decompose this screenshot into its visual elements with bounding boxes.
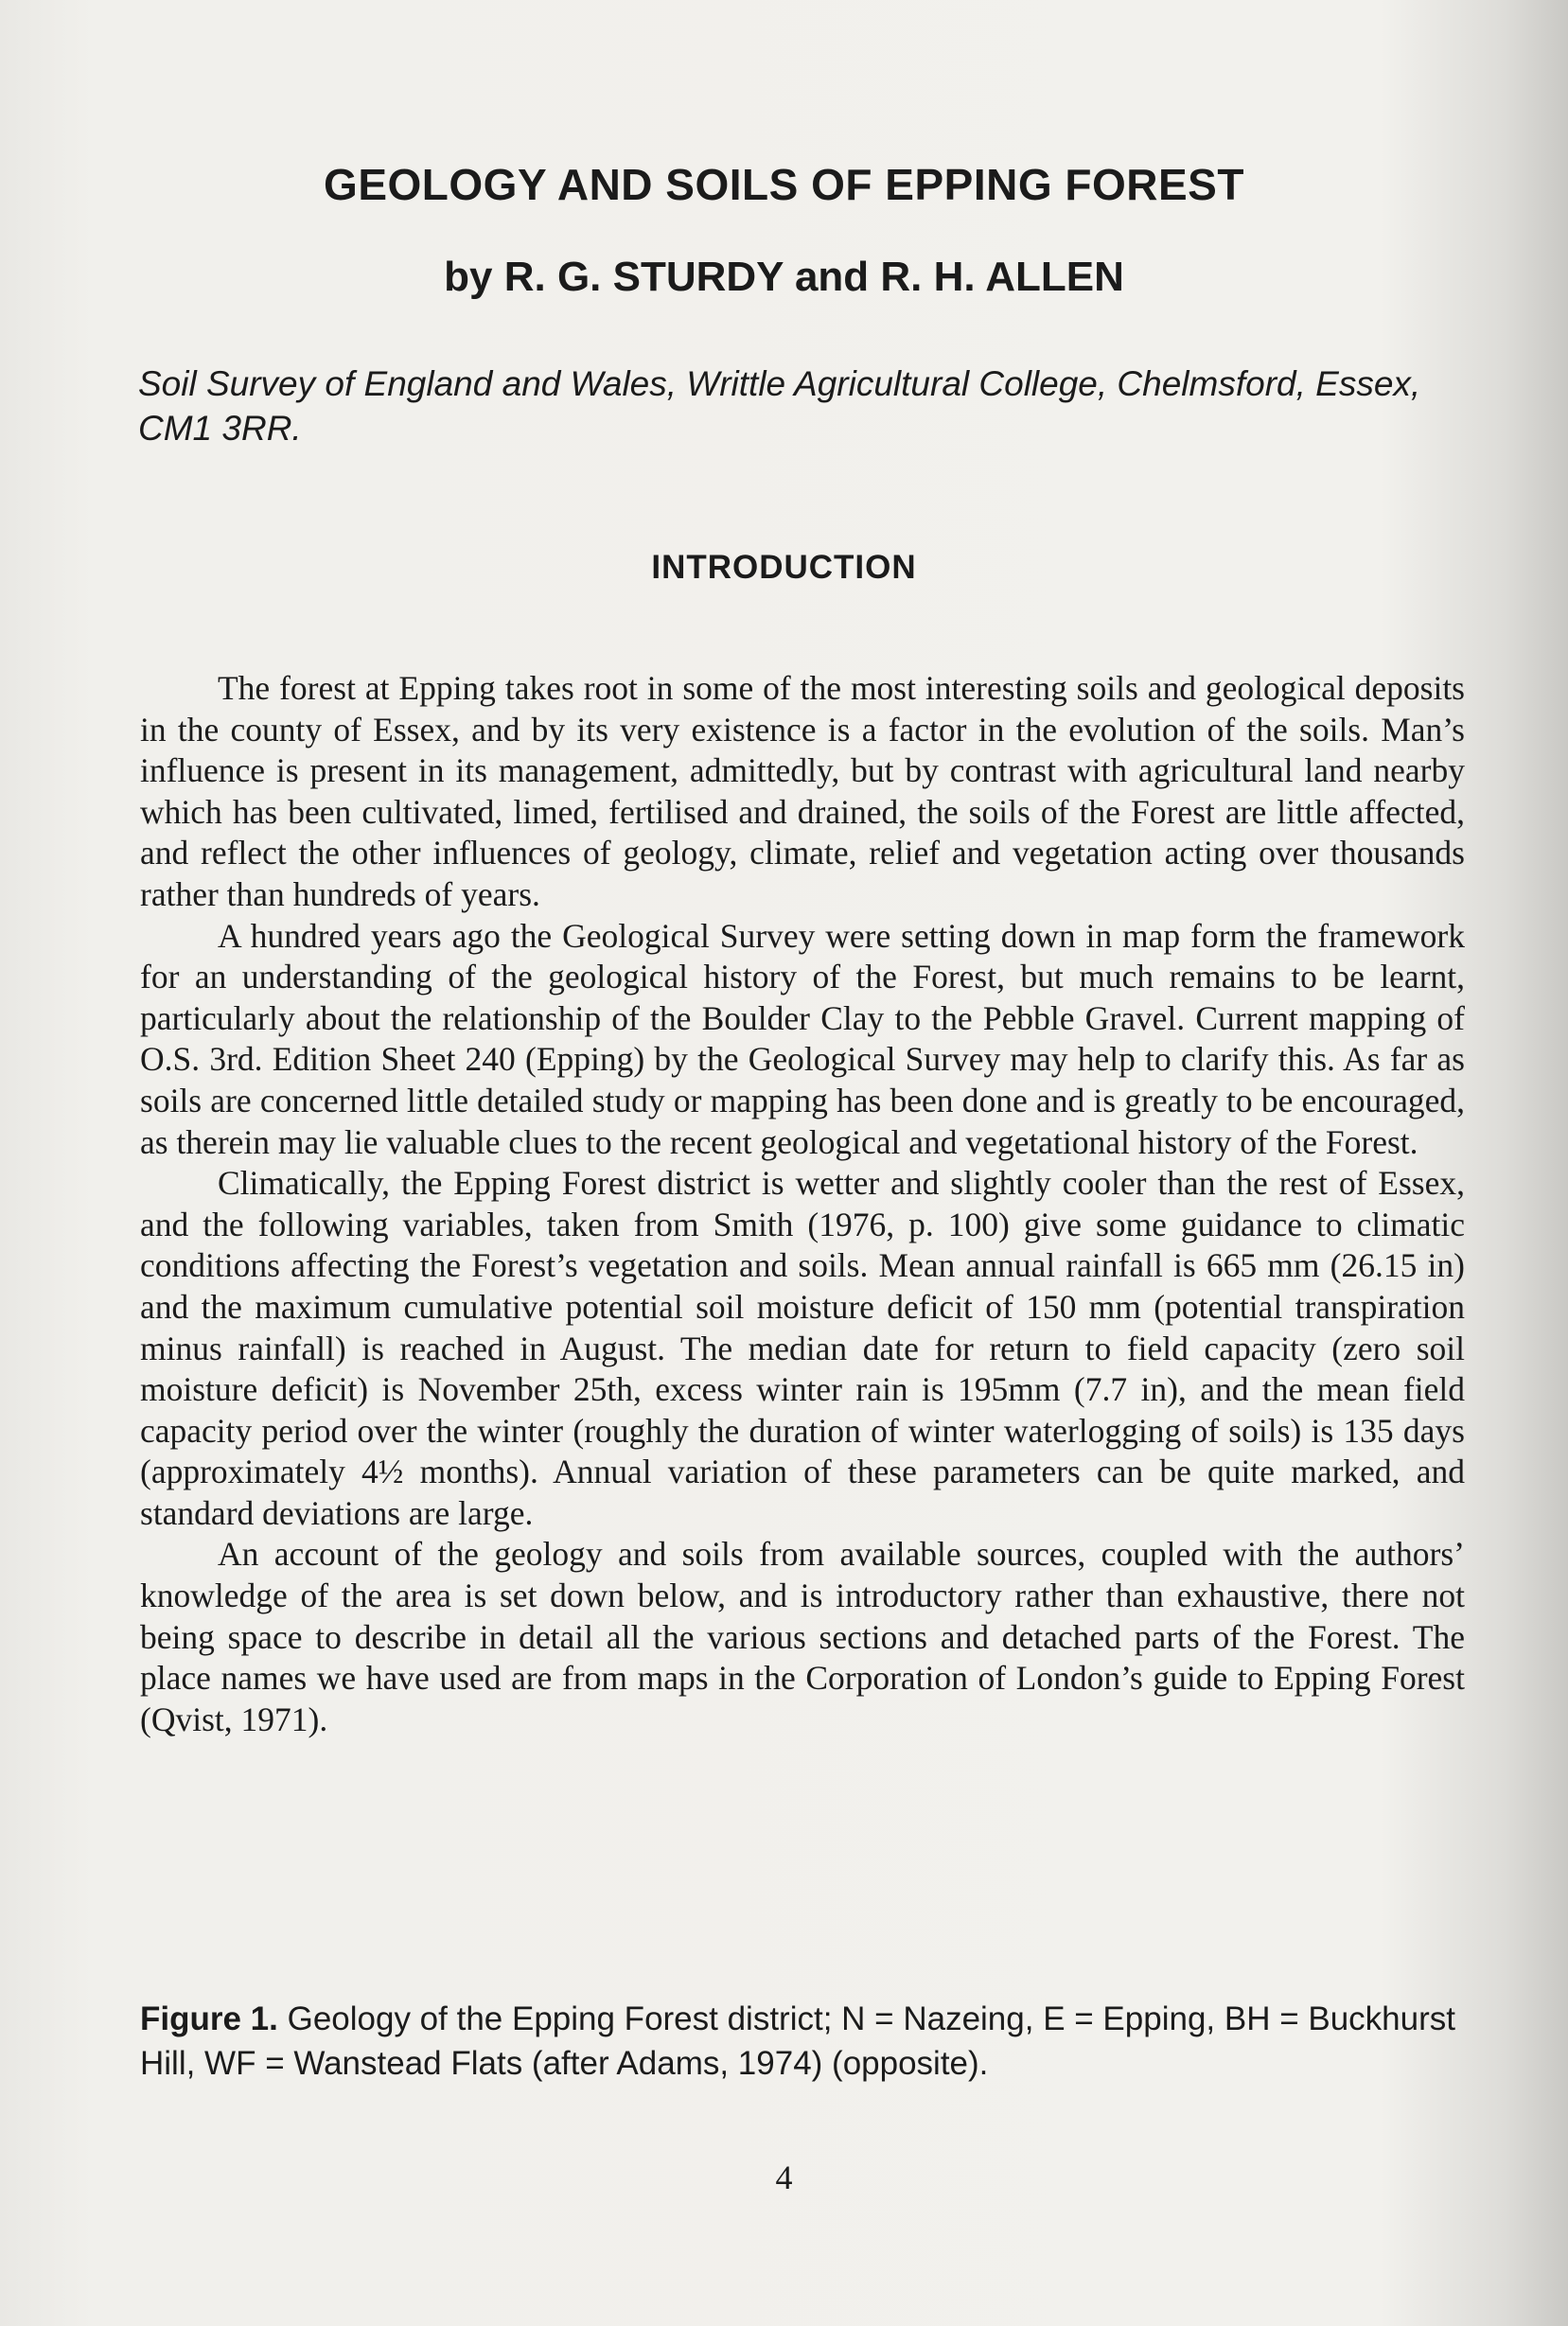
figure-label: Figure 1. bbox=[140, 2000, 278, 2037]
paragraph: An account of the geology and soils from available sources, coupled with the authors’ knowledge of the area is set down below, and is introductory rather than exhaustive, there not being space to describe in detail all the various sections and detached parts of the Forest. The place names we have used are from maps in the Corporation of London’s guide to Epping Forest (Qvist, 1971). bbox=[140, 1535, 1465, 1738]
article-title: GEOLOGY AND SOILS OF EPPING FOREST bbox=[324, 160, 1244, 209]
author-affiliation: Soil Survey of England and Wales, Writtle Agricultural College, Chelmsford, Essex, CM1 3RR. bbox=[138, 364, 1421, 448]
article-body bbox=[140, 668, 1465, 1740]
paragraph: A hundred years ago the Geological Survey were setting down in map form the framework for an understanding of the geological history of the Forest, but much remains to be learnt, particularly about the relationship of the Boulder Clay to the Pebble Gravel. Current mapping of O.S. 3rd. Edition Sheet 240 (Epping) by the Geological Survey may help to clarify this. As far as soils are concerned little detailed study or mapping has been done and is greatly to be encouraged, as therein may lie valuable clues to the recent geological and vegetational history of the Forest. bbox=[140, 916, 1465, 1161]
page-number: 4 bbox=[775, 2159, 793, 2196]
author-byline: by R. G. STURDY and R. H. ALLEN bbox=[444, 254, 1124, 300]
section-heading: INTRODUCTION bbox=[651, 549, 917, 586]
figure-caption-text: Geology of the Epping Forest district; N = Nazeing, E = Epping, BH = Buckhurst Hill, WF = Wanstead Flats (after Adams, 1974) (opposite). bbox=[140, 2000, 1455, 2082]
paragraph: The forest at Epping takes root in some of the most interesting soils and geological deposits in the county of Essex, and by its very existence is a factor in the evolution of the soils. Man’s influence is present in its management, admittedly, but by contrast with agricultural land nearby which has been cultivated, limed, fertilised and drained, the soils of the Forest are little affected, and reflect the other influences of geology, climate, relief and vegetation acting over thousands rather than hundreds of years. bbox=[140, 669, 1465, 913]
paragraph: Climatically, the Epping Forest district is wetter and slightly cooler than the rest of Essex, and the following variables, taken from Smith (1976, p. 100) give some guidance to climatic conditions affecting the Forest’s vegetation and soils. Mean annual rainfall is 665 mm (26.15 in) and the maximum cumulative potential soil moisture deficit of 150 mm (potential transpiration minus rainfall) is reached in August. The median date for return to field capacity (zero soil moisture deficit) is November 25th, excess winter rain is 195mm (7.7 in), and the mean field capacity period over the winter (roughly the duration of winter waterlogging of soils) is 135 days (approximately 4½ months). Annual variation of these parameters can be quite marked, and standard deviations are large. bbox=[140, 1164, 1465, 1532]
figure-caption bbox=[140, 1997, 1474, 2086]
